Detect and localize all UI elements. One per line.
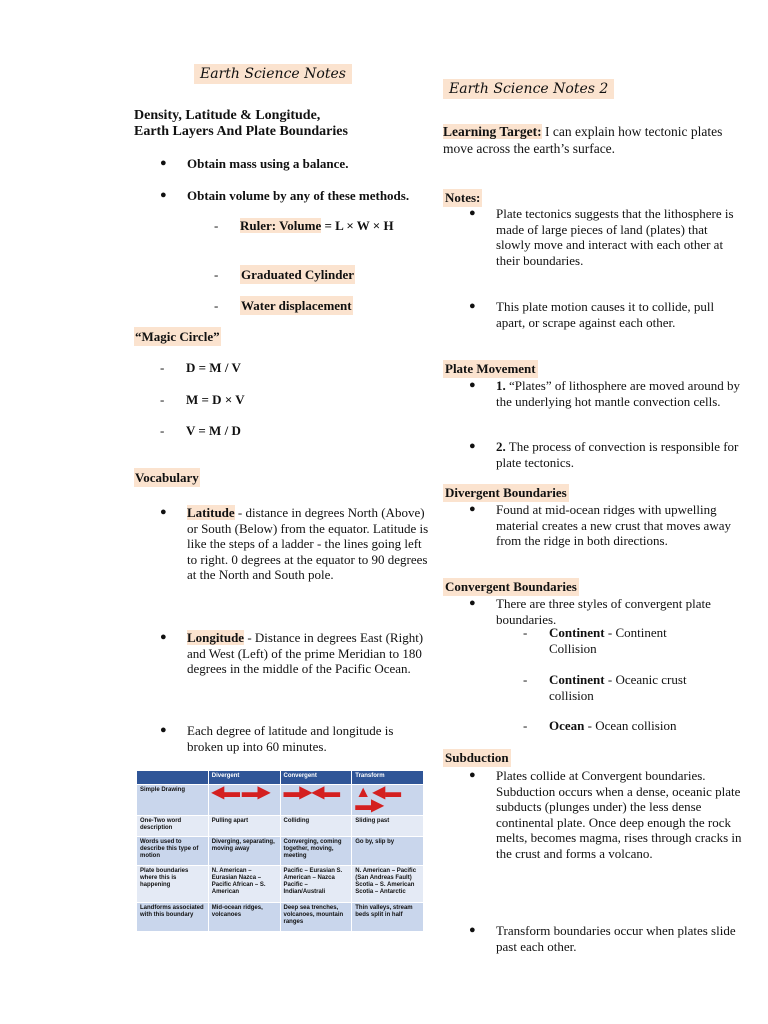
plate-boundary-table	[136, 770, 424, 932]
magic-circle-label: “Magic Circle”	[135, 329, 220, 344]
arrow-left-icon: ◀▬	[211, 784, 241, 801]
notes-label: Notes:	[445, 190, 481, 205]
left-heading: Density, Latitude & Longitude, Earth Layers And Plate Boundaries	[134, 108, 348, 139]
arrow-left-icon: ◀▬	[311, 784, 341, 801]
subduction-label: Subduction	[445, 750, 509, 765]
right-title: Earth Science Notes 2	[443, 79, 614, 99]
divergent-label: Divergent Boundaries	[445, 485, 567, 500]
table-row: Plate boundaries where this is happening N. American – Eurasian Nazca – Pacific African – S. American Pacific – Eurasian S. American – Nazca Pacific – Indian/Australi N. American – Pacific (San Andreas Fault) Scotia – S. American Scotia – Antarctic	[137, 866, 424, 903]
arrow-left-icon: ◀▬	[372, 784, 402, 801]
arrow-right-icon: ▬▶	[355, 797, 384, 814]
table-row: Simple Drawing ◀▬ ▬▶ ▬▶◀▬ ▲ ◀▬ ▬▶	[137, 785, 424, 816]
learning-target: Learning Target: I can explain how tectonic plates move across the earth’s surface.	[443, 124, 723, 156]
arrow-up-icon: ▲	[355, 784, 372, 801]
left-title: Earth Science Notes	[194, 64, 352, 84]
table-row: Words used to describe this type of motion Diverging, separating, moving away Converging, coming together, moving, meeting Go by, slip by	[137, 837, 424, 866]
table-row: One-Two word description Pulling apart Colliding Sliding past	[137, 816, 424, 837]
table-row: Landforms associated with this boundary Mid-ocean ridges, volcanoes Deep sea trenches, volcanoes, mountain ranges Thin valleys, stream beds split in half	[137, 902, 424, 931]
table-header-row: Divergent Convergent Transform	[137, 771, 424, 785]
arrow-right-icon: ▬▶	[283, 784, 312, 801]
convergent-label: Convergent Boundaries	[445, 579, 577, 594]
plate-movement-label: Plate Movement	[445, 361, 536, 376]
arrow-right-icon: ▬▶	[241, 784, 271, 801]
vocabulary-label: Vocabulary	[135, 470, 199, 485]
